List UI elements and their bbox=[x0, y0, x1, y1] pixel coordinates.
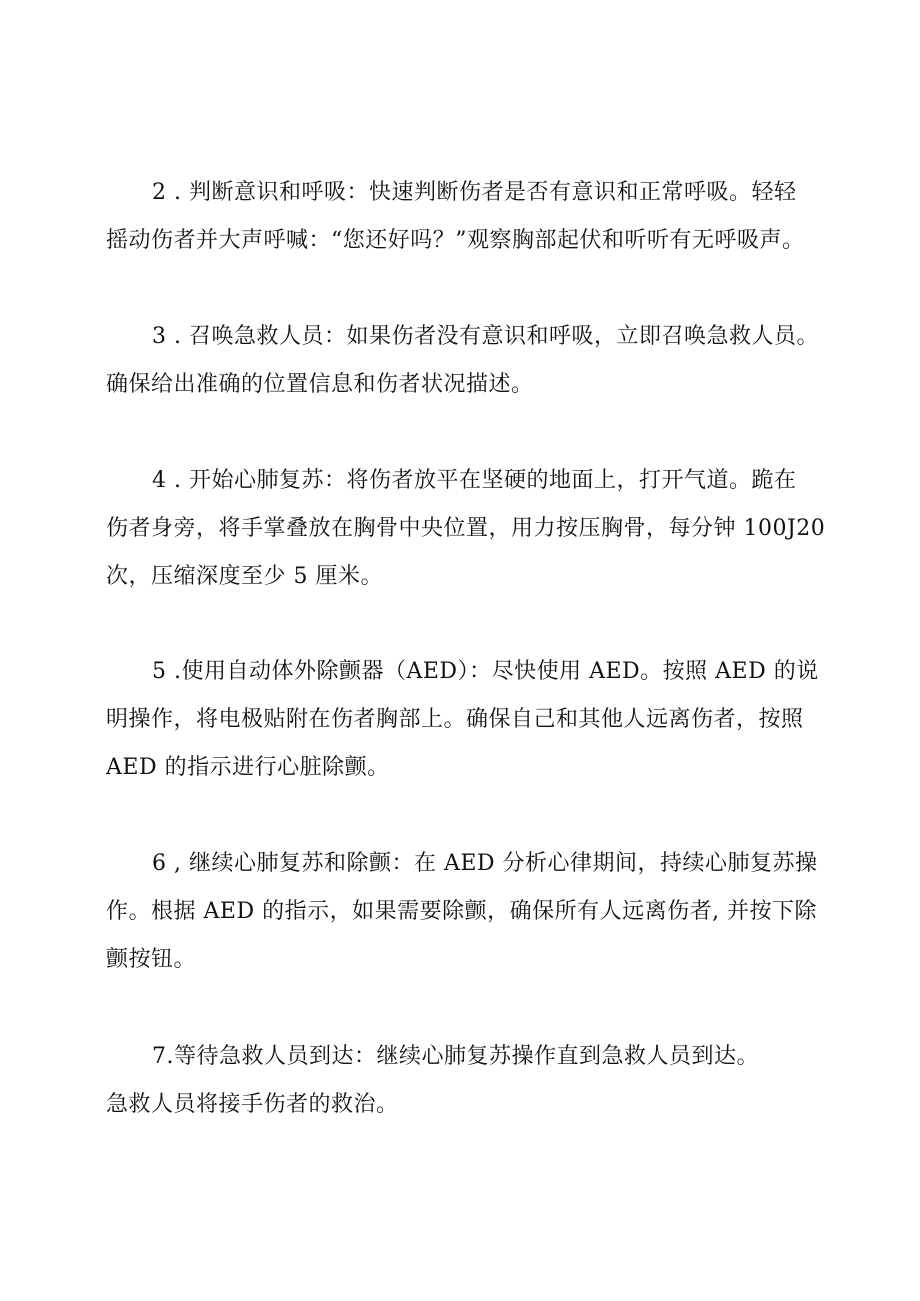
text-line: 急救人员将接手伤者的救治。 bbox=[106, 1092, 399, 1117]
text-line: 3 . 召唤急救人员：如果伤者没有意识和呼吸，立即召唤急救人员。 bbox=[152, 324, 819, 349]
text-line: 4 . 开始心肺复苏：将伤者放平在坚硬的地面上，打开气道。跪在 bbox=[152, 468, 797, 493]
text-line: 2 . 判断意识和呼吸：快速判断伤者是否有意识和正常呼吸。轻轻 bbox=[152, 180, 797, 205]
paragraph-step-3 bbox=[106, 313, 830, 409]
text-line: 颤按钮。 bbox=[106, 947, 197, 972]
text-line: 5 .使用自动体外除颤器（AED）：尽快使用 AED。按照 AED 的说 bbox=[152, 659, 819, 684]
paragraph-step-2 bbox=[106, 169, 830, 265]
paragraph-step-6 bbox=[106, 840, 830, 984]
text-line: 确保给出准确的位置信息和伤者状况描述。 bbox=[106, 372, 534, 397]
paragraph-step-5 bbox=[106, 648, 830, 792]
text-line: 伤者身旁，将手掌叠放在胸骨中央位置，用力按压胸骨，每分钟 100J20 bbox=[106, 516, 826, 541]
text-line: 次，压缩深度至少 5 厘米。 bbox=[106, 564, 383, 589]
text-line: 摇动伤者并大声呼喊：“您还好吗？”观察胸部起伏和听听有无呼吸声。 bbox=[106, 228, 805, 253]
text-line: AED 的指示进行心脏除颤。 bbox=[106, 755, 390, 780]
text-line: 明操作，将电极贴附在伤者胸部上。确保自己和其他人远离伤者，按照 bbox=[106, 707, 804, 732]
text-line: 6 , 继续心肺复苏和除颤：在 AED 分析心律期间，持续心肺复苏操 bbox=[152, 851, 818, 876]
paragraph-step-4 bbox=[106, 457, 830, 601]
text-line: 作。根据 AED 的指示，如果需要除颤，确保所有人远离伤者, 并按下除 bbox=[106, 899, 818, 924]
paragraph-step-7 bbox=[106, 1033, 830, 1129]
text-line: 7.等待急救人员到达：继续心肺复苏操作直到急救人员到达。 bbox=[152, 1044, 759, 1069]
